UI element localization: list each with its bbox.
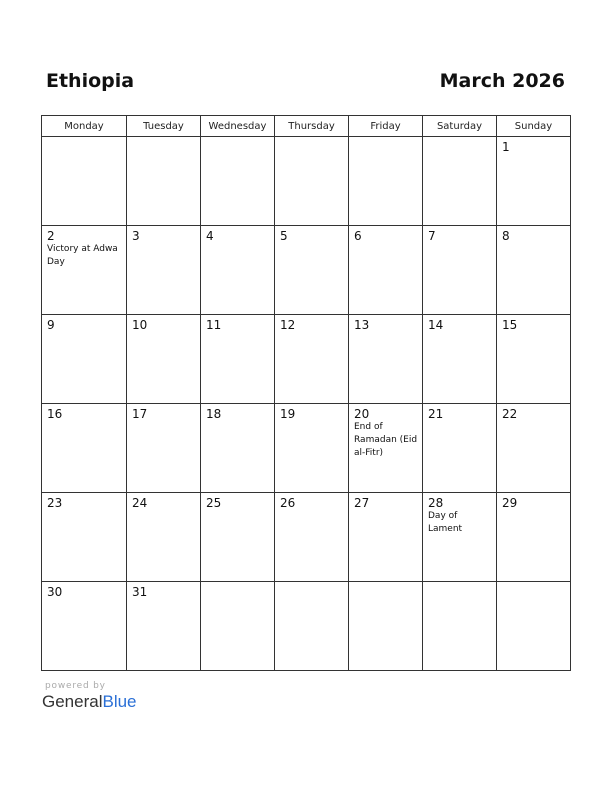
day-cell (275, 226, 349, 315)
day-cell (423, 493, 497, 582)
day-cell (423, 582, 497, 671)
day-number: 12 (280, 318, 296, 332)
day-number: 11 (206, 318, 222, 332)
week-row (42, 493, 571, 582)
day-cell (423, 226, 497, 315)
weekday-sunday: Sunday (497, 116, 571, 137)
weekday-thursday: Thursday (275, 116, 349, 137)
holiday-label: Day of Lament (428, 511, 463, 534)
day-cell (127, 582, 201, 671)
day-cell (497, 315, 571, 404)
day-cell (42, 582, 127, 671)
day-cell (201, 315, 275, 404)
brand-general-text: General (42, 692, 103, 711)
day-number: 22 (502, 407, 518, 421)
day-number: 24 (132, 496, 148, 510)
day-number: 17 (132, 407, 148, 421)
day-cell (201, 582, 275, 671)
day-cell (42, 226, 127, 315)
weekday-friday: Friday (349, 116, 423, 137)
day-cell (201, 226, 275, 315)
month-title: March 2026 (439, 70, 565, 92)
day-number: 1 (502, 140, 510, 154)
day-cell (201, 404, 275, 493)
day-cell (42, 493, 127, 582)
day-number: 23 (47, 496, 63, 510)
day-cell (127, 404, 201, 493)
day-cell (127, 137, 201, 226)
footer (42, 681, 137, 712)
generalblue-logo[interactable] (42, 692, 137, 712)
day-number: 7 (428, 229, 436, 243)
day-cell (497, 493, 571, 582)
day-cell (42, 137, 127, 226)
day-cell (497, 137, 571, 226)
day-number: 3 (132, 229, 140, 243)
day-number: 20 (354, 407, 370, 421)
week-row (42, 137, 571, 226)
day-number: 30 (47, 585, 63, 599)
day-number: 2 (47, 229, 55, 243)
day-number: 27 (354, 496, 370, 510)
day-number: 28 (428, 496, 444, 510)
day-cell (201, 137, 275, 226)
holiday-label: Victory at Adwa Day (47, 244, 118, 267)
day-number: 14 (428, 318, 444, 332)
day-cell (349, 582, 423, 671)
week-row (42, 315, 571, 404)
week-row (42, 404, 571, 493)
holiday-label: End of Ramadan (Eid al-Fitr) (354, 422, 418, 458)
weekday-tuesday: Tuesday (127, 116, 201, 137)
day-cell (42, 315, 127, 404)
weekday-saturday: Saturday (423, 116, 497, 137)
calendar-grid (41, 115, 571, 671)
week-row (42, 582, 571, 671)
day-cell (497, 226, 571, 315)
powered-by-label: powered by (45, 681, 106, 691)
day-number: 16 (47, 407, 63, 421)
weekday-header-row (42, 116, 571, 137)
day-cell (497, 582, 571, 671)
day-number: 18 (206, 407, 222, 421)
country-title: Ethiopia (46, 70, 135, 92)
day-number: 6 (354, 229, 362, 243)
day-number: 21 (428, 407, 444, 421)
day-cell (349, 226, 423, 315)
weekday-wednesday: Wednesday (201, 116, 275, 137)
day-cell (349, 315, 423, 404)
weekday-monday: Monday (42, 116, 127, 137)
day-cell (127, 226, 201, 315)
day-number: 19 (280, 407, 296, 421)
day-cell (423, 137, 497, 226)
day-cell (497, 404, 571, 493)
day-cell (275, 582, 349, 671)
day-cell (275, 137, 349, 226)
day-cell (127, 315, 201, 404)
day-number: 29 (502, 496, 518, 510)
day-number: 10 (132, 318, 148, 332)
day-number: 15 (502, 318, 518, 332)
week-row (42, 226, 571, 315)
day-cell (275, 404, 349, 493)
day-cell (127, 493, 201, 582)
brand-blue-text: Blue (102, 692, 137, 711)
day-number: 25 (206, 496, 222, 510)
day-cell (423, 404, 497, 493)
day-number: 8 (502, 229, 510, 243)
day-number: 13 (354, 318, 370, 332)
day-cell (42, 404, 127, 493)
day-cell (349, 137, 423, 226)
day-number: 31 (132, 585, 148, 599)
day-cell (349, 493, 423, 582)
day-cell (423, 315, 497, 404)
day-number: 5 (280, 229, 288, 243)
day-number: 26 (280, 496, 296, 510)
day-number: 9 (47, 318, 55, 332)
day-cell (275, 315, 349, 404)
day-number: 4 (206, 229, 214, 243)
day-cell (275, 493, 349, 582)
day-cell (201, 493, 275, 582)
calendar-header (46, 70, 565, 100)
day-cell (349, 404, 423, 493)
